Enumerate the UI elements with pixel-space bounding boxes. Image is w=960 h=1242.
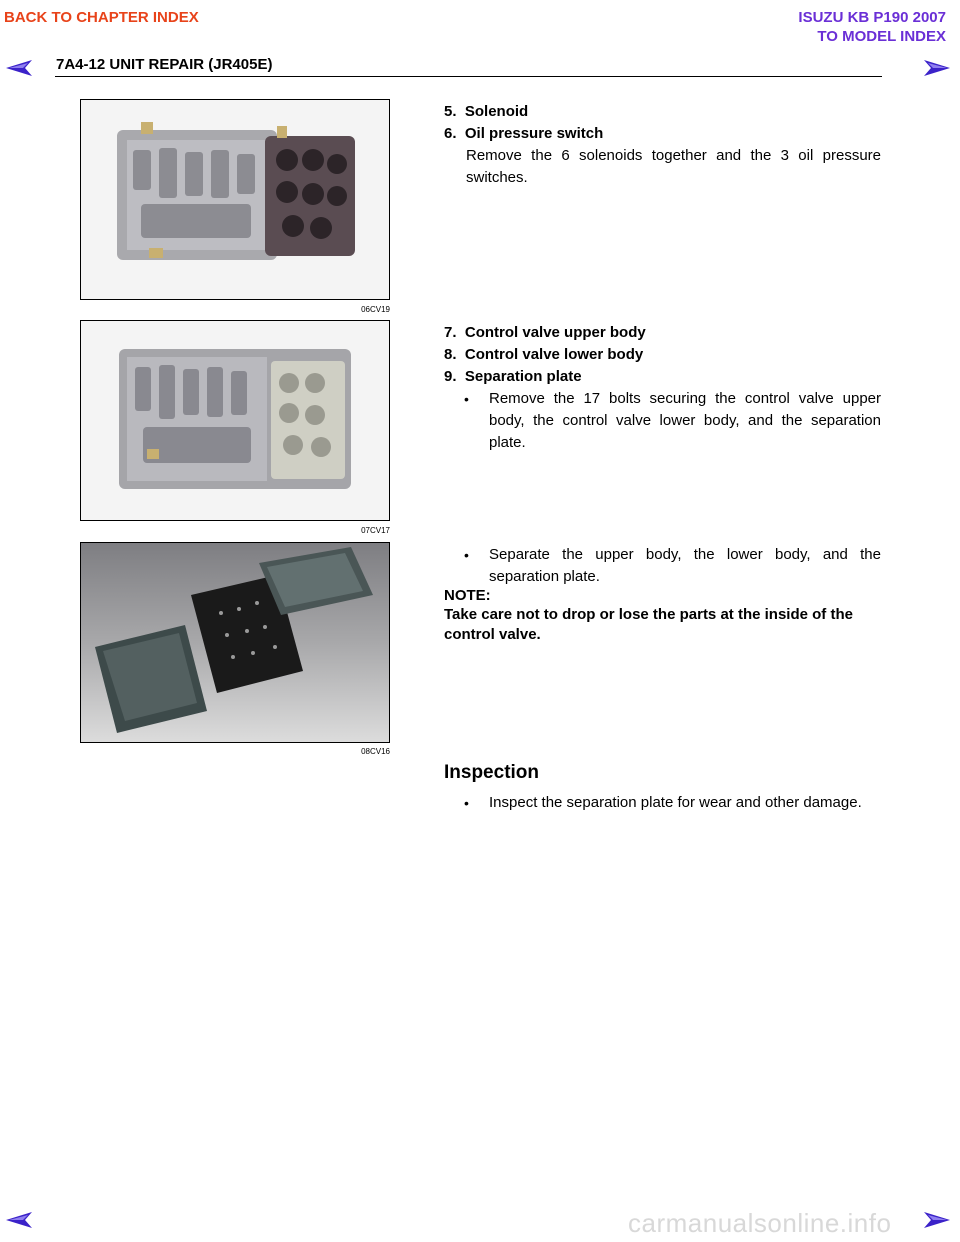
step-label: Control valve upper body bbox=[464, 324, 646, 341]
bullet-inspect bbox=[464, 792, 881, 816]
figure-id-06cv19: 06CV19 bbox=[361, 305, 390, 314]
bullet-separate bbox=[464, 544, 881, 590]
step-number: 5. bbox=[444, 103, 457, 120]
step-number: 7. bbox=[444, 324, 457, 341]
step-7 bbox=[444, 324, 646, 341]
bullet-text: Separate the upper body, the lower body, and the separation plate. bbox=[489, 546, 881, 585]
bullet-icon: • bbox=[464, 391, 469, 407]
site-watermark: carmanualsonline.info bbox=[628, 1208, 892, 1238]
bullet-text: Remove the 17 bolts securing the control valve upper body, the control valve lower body, and the separation plate. bbox=[489, 390, 881, 451]
figure-control-valve-photo bbox=[80, 320, 390, 521]
figure-separated-parts-photo bbox=[80, 542, 390, 743]
prev-page-button-bottom[interactable] bbox=[6, 1212, 32, 1228]
step-5 bbox=[444, 103, 528, 120]
page-header-title: 7A4-12 UNIT REPAIR (JR405E) bbox=[56, 56, 273, 73]
step-9 bbox=[444, 368, 582, 385]
left-arrow-icon bbox=[6, 1212, 32, 1228]
figure-id-07cv17: 07CV17 bbox=[361, 526, 390, 535]
step-label: Control valve lower body bbox=[464, 346, 644, 363]
step-number: 9. bbox=[444, 368, 457, 385]
step-number: 8. bbox=[444, 346, 457, 363]
step-6 bbox=[444, 125, 603, 142]
bullet-icon: • bbox=[464, 795, 469, 811]
next-page-button[interactable] bbox=[924, 60, 950, 76]
right-arrow-icon bbox=[924, 1212, 950, 1228]
right-arrow-icon bbox=[924, 60, 950, 76]
inspection-heading: Inspection bbox=[444, 762, 540, 783]
step-label: Separation plate bbox=[464, 368, 582, 385]
note-text: Take care not to drop or lose the parts at the inside of the control valve. bbox=[444, 606, 853, 643]
step-label: Solenoid bbox=[464, 103, 529, 120]
to-model-index-link[interactable]: TO MODEL INDEX bbox=[817, 28, 946, 45]
left-arrow-icon bbox=[6, 60, 32, 76]
figure-solenoid-photo bbox=[80, 99, 390, 300]
model-title-link[interactable]: ISUZU KB P190 2007 bbox=[798, 9, 946, 26]
step-number: 6. bbox=[444, 125, 457, 142]
step-label: Oil pressure switch bbox=[464, 125, 604, 142]
note-label: NOTE: bbox=[444, 587, 491, 604]
bullet-text: Inspect the separation plate for wear and other damage. bbox=[489, 794, 862, 811]
prev-page-button[interactable] bbox=[6, 60, 32, 76]
header-divider bbox=[55, 76, 882, 77]
step-6-instruction: Remove the 6 solenoids together and the 3 oil pressure switches. bbox=[466, 147, 881, 186]
next-page-button-bottom[interactable] bbox=[924, 1212, 950, 1228]
figure-id-08cv16: 08CV16 bbox=[361, 747, 390, 756]
back-to-chapter-index-link[interactable]: BACK TO CHAPTER INDEX bbox=[4, 9, 199, 26]
bullet-remove-bolts bbox=[464, 388, 881, 458]
bullet-icon: • bbox=[464, 547, 469, 563]
step-8 bbox=[444, 346, 643, 363]
